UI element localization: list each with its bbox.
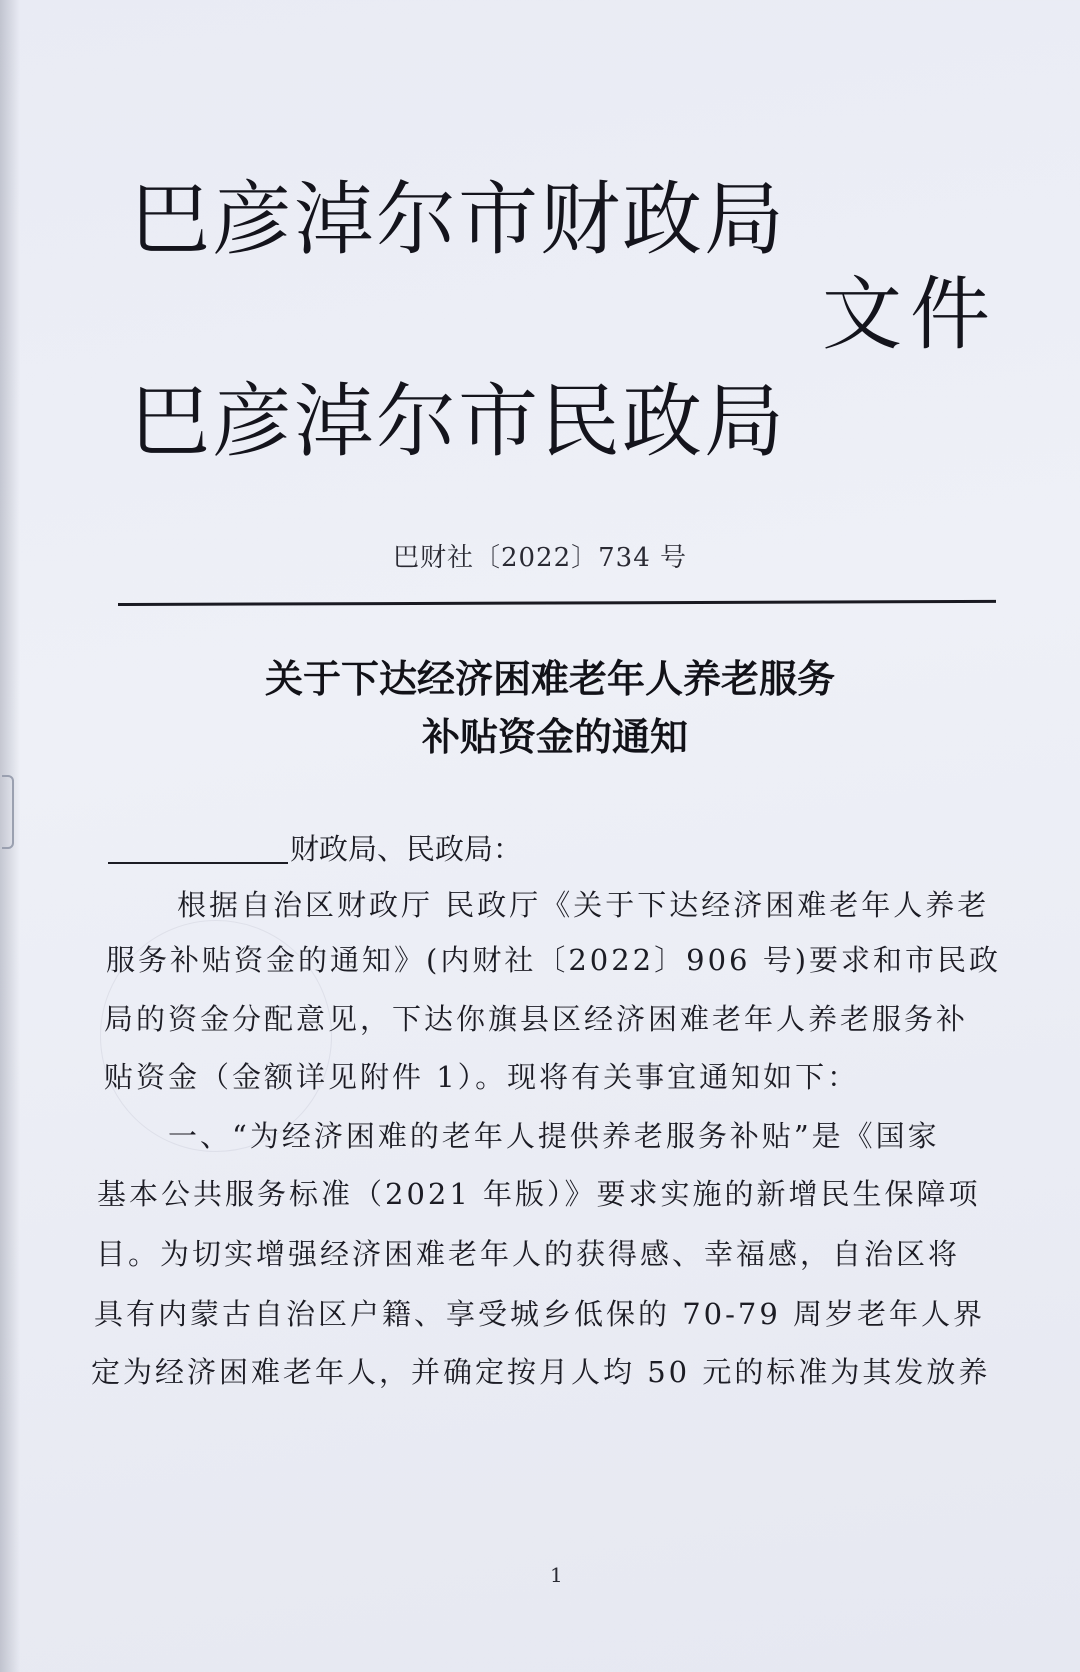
notice-title-line-2: 补贴资金的通知 — [421, 715, 688, 759]
body-line: 目。为切实增强经济困难老年人的获得感、幸福感，自治区将 — [96, 1237, 961, 1271]
body-line: 一、“为经济困难的老年人提供养老服务补贴”是《国家 — [168, 1119, 940, 1153]
page-number: 1 — [550, 1563, 563, 1587]
body-line: 定为经济困难老年人，并确定按月人均 50 元的标准为其发放养 — [91, 1355, 991, 1389]
notice-title-line-1: 关于下达经济困难老年人养老服务 — [264, 657, 835, 701]
issuing-org-finance-bureau: 巴彦淖尔市财政局 — [130, 173, 786, 266]
addressee-text: 财政局、民政局： — [290, 832, 523, 866]
addressee-line — [108, 832, 523, 866]
document-type-label: 文件 — [822, 268, 998, 361]
body-line: 根据自治区财政厅 民政厅《关于下达经济困难老年人养老 — [177, 888, 990, 922]
body-line: 基本公共服务标准（2021 年版）》要求实施的新增民生保障项 — [97, 1177, 981, 1211]
body-line: 具有内蒙古自治区户籍、享受城乡低保的 70-79 周岁老年人界 — [94, 1297, 986, 1331]
header-divider — [118, 600, 996, 606]
body-line: 贴资金（金额详见附件 1）。现将有关事宜通知如下： — [104, 1060, 860, 1094]
addressee-blank — [108, 862, 288, 864]
staple-mark — [2, 775, 14, 849]
issuing-org-civil-affairs-bureau: 巴彦淖尔市民政局 — [130, 375, 786, 468]
document-number: 巴财社〔2022〕734 号 — [392, 543, 688, 573]
body-line: 局的资金分配意见，下达你旗县区经济困难老年人养老服务补 — [104, 1002, 969, 1036]
body-line: 服务补贴资金的通知》(内财社〔2022〕906 号)要求和市民政 — [106, 943, 1002, 977]
